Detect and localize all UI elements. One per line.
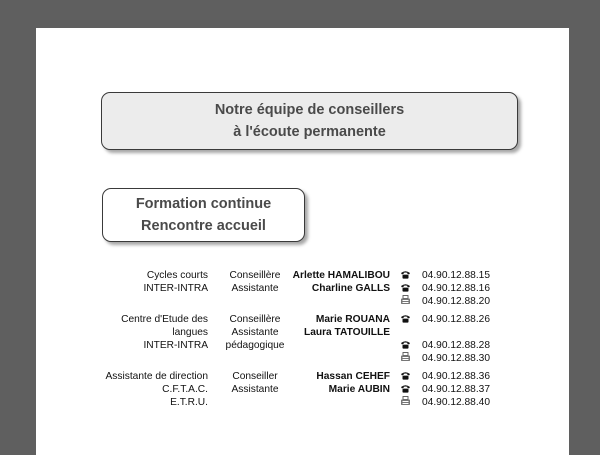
phone-icon [399, 383, 411, 396]
contact-row [36, 269, 569, 282]
phone-icon [399, 313, 411, 326]
heading-line-2: à l'écoute permanente [233, 124, 386, 140]
phone-number: 04.90.12.88.20 [422, 296, 490, 307]
fax-icon [399, 352, 411, 365]
fax-icon [399, 295, 411, 308]
heading-box [101, 92, 518, 150]
service-label: Centre d'Etude des [121, 314, 208, 325]
phone-number: 04.90.12.88.15 [422, 270, 490, 281]
service-label: Assistante de direction [105, 371, 208, 382]
phone-number: 04.90.12.88.16 [422, 283, 490, 294]
role-label: Assistante [231, 283, 279, 294]
role-label: Conseiller [232, 371, 278, 382]
contact-row [36, 370, 569, 383]
role-label: pédagogique [225, 340, 285, 351]
contact-name: Hassan CEHEF [316, 371, 390, 382]
phone-number: 04.90.12.88.30 [422, 353, 490, 364]
contact-name: Charline GALLS [311, 283, 390, 294]
phone-icon [399, 282, 411, 295]
service-label: langues [172, 327, 208, 338]
contact-row [36, 313, 569, 326]
contact-row [36, 295, 569, 308]
phone-number: 04.90.12.88.36 [422, 371, 490, 382]
phone-icon [399, 370, 411, 383]
document-page [36, 28, 569, 455]
contact-name: Arlette HAMALIBOU [292, 270, 390, 281]
service-label: INTER-INTRA [143, 340, 208, 351]
role-label: Assistante [231, 327, 279, 338]
phone-icon [399, 269, 411, 282]
phone-icon [399, 339, 411, 352]
service-label: Cycles courts [146, 270, 208, 281]
contact-row [36, 326, 569, 339]
phone-number: 04.90.12.88.40 [422, 397, 490, 408]
contact-row [36, 383, 569, 396]
service-label: C.F.T.A.C. [162, 384, 208, 395]
phone-number: 04.90.12.88.37 [422, 384, 490, 395]
phone-number: 04.90.12.88.26 [422, 314, 490, 325]
fax-icon [399, 396, 411, 409]
role-label: Conseillère [229, 314, 281, 325]
role-label: Assistante [231, 384, 279, 395]
service-label: INTER-INTRA [143, 283, 208, 294]
contact-row [36, 282, 569, 295]
section-line-2: Rencontre accueil [141, 218, 266, 234]
contact-row [36, 396, 569, 409]
heading-line-1: Notre équipe de conseillers [214, 102, 405, 118]
contact-row [36, 352, 569, 365]
contact-name: Laura TATOUILLE [303, 327, 390, 338]
section-box [102, 188, 305, 242]
contact-name: Marie ROUANA [315, 314, 390, 325]
section-line-1: Formation continue [135, 196, 272, 212]
role-label: Conseillère [229, 270, 281, 281]
phone-number: 04.90.12.88.28 [422, 340, 490, 351]
contact-name: Marie AUBIN [328, 384, 390, 395]
service-label: E.T.R.U. [170, 397, 208, 408]
contact-row [36, 339, 569, 352]
